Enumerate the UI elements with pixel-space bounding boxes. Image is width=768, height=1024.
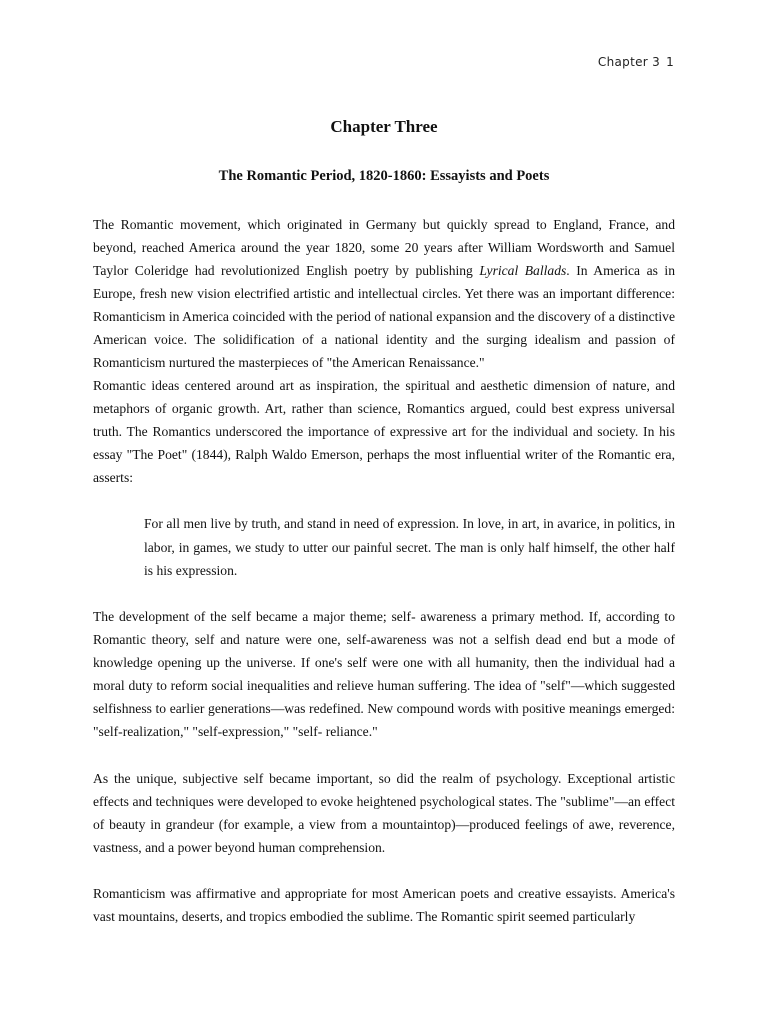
chapter-title: Chapter Three [330, 117, 438, 136]
emerson-quote: For all men live by truth, and stand in need of expression. In love, in art, in avarice, in politics, in labor, in games, we study to utter our painful secret. The man is only half himself, the other half is his expression. [144, 516, 675, 578]
page-number: 1 [666, 55, 674, 69]
paragraph-1 [93, 213, 675, 374]
paragraph-1-text-b: . In America as in Europe, fresh new vision electrified artistic and intellectual circles. Yet there was an important difference: Romanticism in America coincided with the period of national expansion and the discovery of a distinctive American voice. The solidification of a national identity and the surging idealism and passion of Romanticism nurtured the masterpieces of "the American Renaissance." [93, 263, 675, 370]
chapter-subtitle: The Romantic Period, 1820-1860: Essayists and Poets [218, 168, 550, 184]
paragraph-5: Romanticism was affirmative and appropriate for most American poets and creative essayists. America's vast mountains, deserts, and tropics embodied the sublime. The Romantic spirit seemed particularly [93, 886, 675, 924]
book-title-lyrical-ballads: Lyrical Ballads [479, 263, 567, 278]
paragraph-3: The development of the self became a major theme; self- awareness a primary method. If, according to Romantic theory, self and nature were one, self-awareness was not a selfish dead end but a mode of knowledge opening up the universe. If one's self were one with all humanity, then the individual had a moral duty to reform social inequalities and relieve human suffering. The idea of "self"—which suggested selfishness to earlier generations—was redefined. New compound words with positive meanings emerged: "self-realization," "self-expression," "self- reliance." [93, 609, 675, 739]
paragraph-4: As the unique, subjective self became important, so did the realm of psychology. Exceptional artistic effects and techniques were developed to evoke heightened psychological states. The "sublime"—an effect of beauty in grandeur (for example, a view from a mountaintop)—produced feelings of awe, reverence, vastness, and a power beyond human comprehension. [93, 771, 675, 855]
running-title: Chapter 3 [597, 55, 661, 69]
paragraph-1-text-a: The Romantic movement, which originated in Germany but quickly spread to England, France, and beyond, reached America around the year 1820, some 20 years after William Wordsworth and Samuel Taylor Coleridge had revolutionized English poetry by publishing [93, 217, 675, 278]
paragraph-2: Romantic ideas centered around art as inspiration, the spiritual and aesthetic dimension of nature, and metaphors of organic growth. Art, rather than science, Romantics argued, could best express universal truth. The Romantics underscored the importance of expressive art for the individual and society. In his essay "The Poet" (1844), Ralph Waldo Emerson, perhaps the most influential writer of the Romantic era, asserts: [93, 378, 675, 485]
intro-paragraphs [93, 213, 675, 489]
running-header [598, 55, 674, 69]
